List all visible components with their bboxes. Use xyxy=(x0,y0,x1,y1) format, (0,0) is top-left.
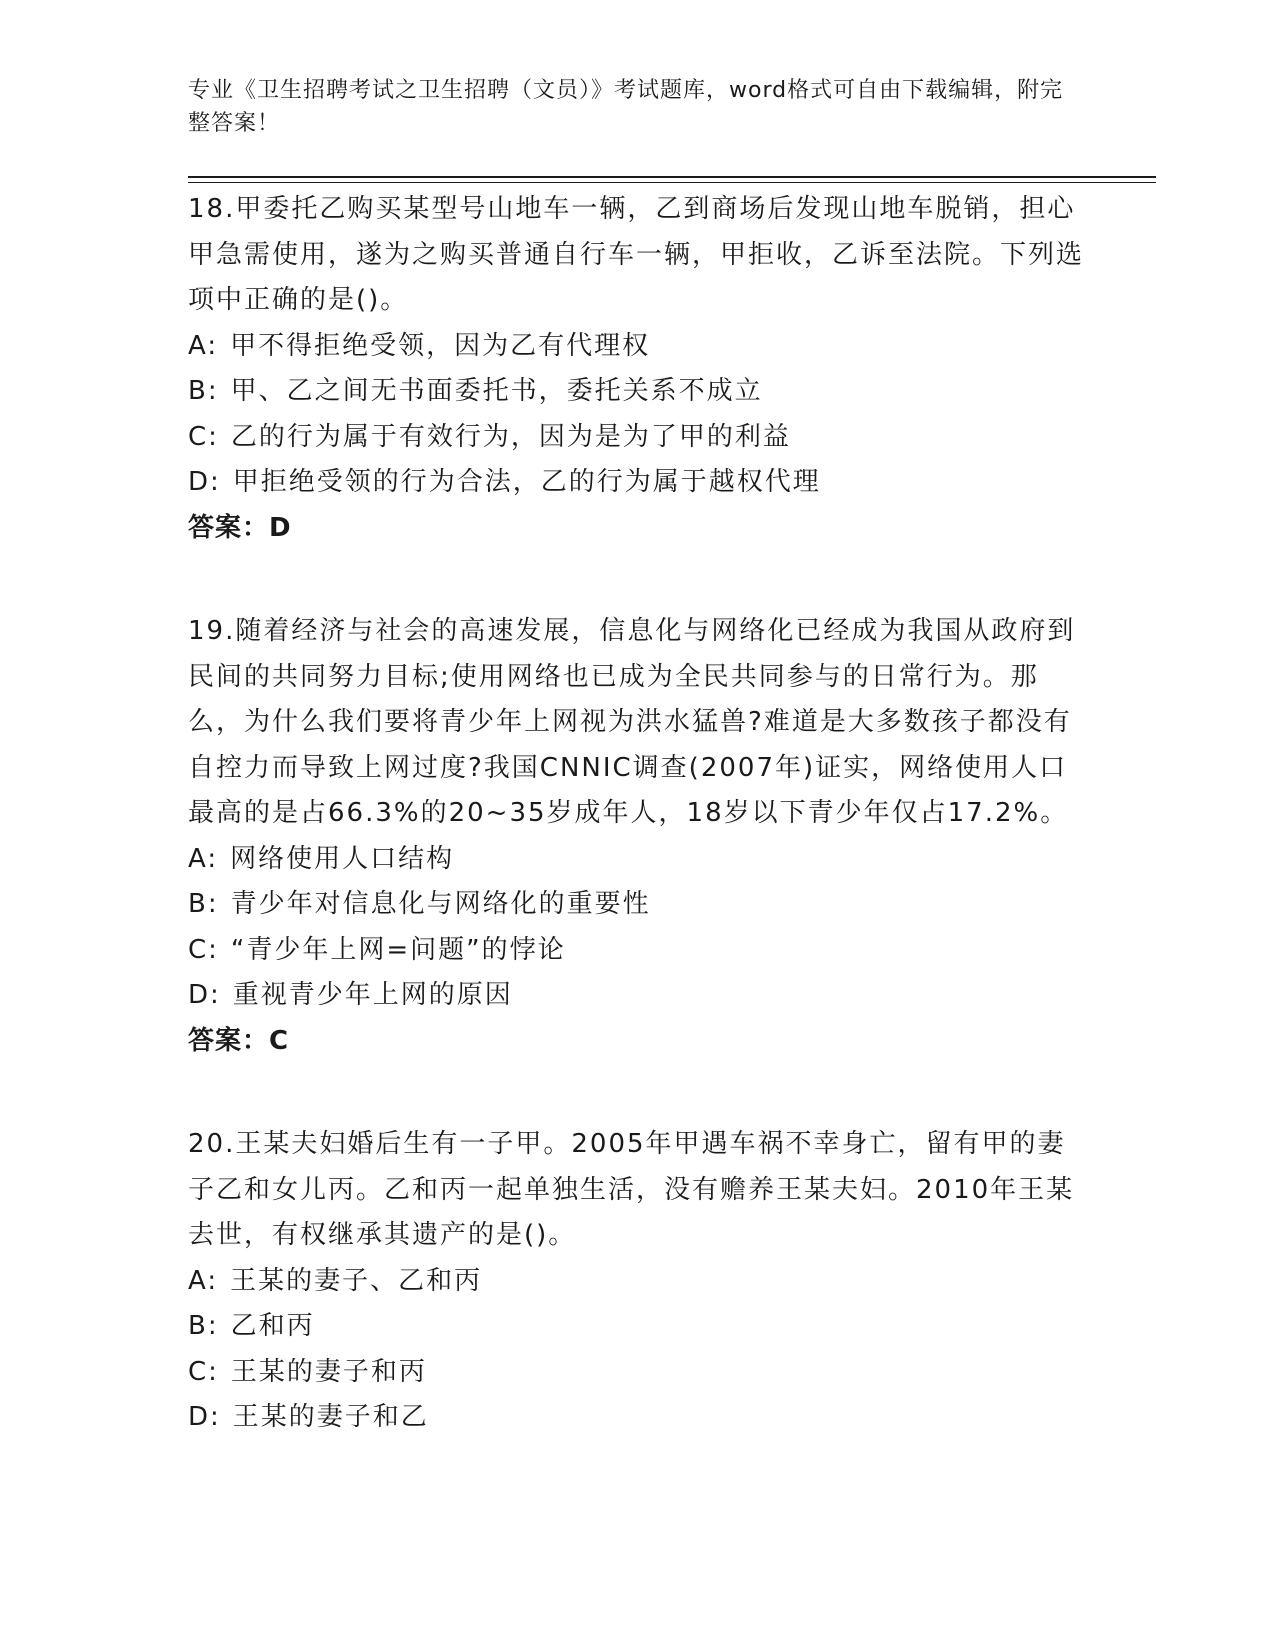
question-18 xyxy=(188,187,1088,551)
option-b xyxy=(188,369,1088,415)
question-20 xyxy=(188,1122,1088,1441)
option-text: 王某的妻子和丙 xyxy=(230,1356,427,1387)
question-list xyxy=(188,187,1088,1499)
option-key: C: xyxy=(188,1356,219,1387)
option-c xyxy=(188,415,1088,461)
option-key: C: xyxy=(188,934,219,965)
option-key: B: xyxy=(188,889,219,919)
question-19 xyxy=(188,609,1088,1064)
option-key: B: xyxy=(188,376,219,406)
question-text: 随着经济与社会的高速发展，信息化与网络化已经成为我国从政府到民间的共同努力目标;使用网络也已成为全民共同参与的日常行为。那么，为什么我们要将青少年上网视为洪水猛兽?难道是大多数孩子都没有自控力而导致上网过度?我国CNNIC调查(2007年)证实，网络使用人口最高的是占66.3%的20~35岁成年人，18岁以下青少年仅占17.2%。 xyxy=(188,616,1076,828)
option-text: 乙的行为属于有效行为，因为是为了甲的利益 xyxy=(230,421,791,452)
question-stem xyxy=(188,609,1088,837)
option-text: 王某的妻子、乙和丙 xyxy=(230,1265,483,1296)
header-rule-thin xyxy=(188,182,1156,183)
question-stem xyxy=(188,187,1088,324)
answer-label: 答案： xyxy=(188,1025,270,1056)
question-number: 19. xyxy=(188,616,236,646)
option-text: 甲不得拒绝受领，因为乙有代理权 xyxy=(230,330,651,361)
option-d xyxy=(188,460,1088,506)
option-text: 甲拒绝受领的行为合法，乙的行为属于越权代理 xyxy=(232,467,821,497)
option-b xyxy=(188,882,1088,928)
question-stem xyxy=(188,1122,1088,1259)
answer-value: C xyxy=(269,1025,290,1056)
option-b xyxy=(188,1304,1088,1350)
answer-line xyxy=(188,1019,1088,1065)
option-key: B: xyxy=(188,1311,219,1341)
option-a xyxy=(188,1259,1088,1305)
question-text: 甲委托乙购买某型号山地车一辆，乙到商场后发现山地车脱销，担心甲急需使用，遂为之购买普通自行车一辆，甲拒收，乙诉至法院。下列选项中正确的是()。 xyxy=(188,194,1085,315)
option-key: D: xyxy=(188,1402,221,1432)
option-c xyxy=(188,1350,1088,1396)
option-text: 网络使用人口结构 xyxy=(230,843,455,874)
option-a xyxy=(188,837,1088,883)
answer-line xyxy=(188,506,1088,552)
question-number: 20. xyxy=(188,1129,236,1159)
answer-value: D xyxy=(269,512,292,543)
option-key: A: xyxy=(188,330,219,361)
option-key: D: xyxy=(188,467,221,497)
option-a xyxy=(188,324,1088,370)
question-text: 王某夫妇婚后生有一子甲。2005年甲遇车祸不幸身亡，留有甲的妻子乙和女儿丙。乙和丙一起单独生活，没有赡养王某夫妇。2010年王某去世，有权继承其遗产的是()。 xyxy=(188,1129,1075,1250)
answer-label: 答案： xyxy=(188,512,270,543)
option-d xyxy=(188,973,1088,1019)
option-text: 重视青少年上网的原因 xyxy=(232,980,513,1010)
option-text: 乙和丙 xyxy=(230,1311,315,1341)
option-text: 青少年对信息化与网络化的重要性 xyxy=(230,889,651,919)
option-d xyxy=(188,1395,1088,1441)
option-text: 甲、乙之间无书面委托书，委托关系不成立 xyxy=(230,376,763,406)
option-text: “青少年上网=问题”的悖论 xyxy=(230,934,566,965)
option-key: A: xyxy=(188,843,219,874)
option-key: D: xyxy=(188,980,221,1010)
document-header: 专业《卫生招聘考试之卫生招聘（文员）》考试题库，word格式可自由下载编辑，附完整答案！ xyxy=(188,78,1064,136)
question-number: 18. xyxy=(188,194,236,224)
option-key: A: xyxy=(188,1265,219,1296)
option-key: C: xyxy=(188,421,219,452)
header-rule-thick xyxy=(188,176,1156,178)
option-c xyxy=(188,928,1088,974)
option-text: 王某的妻子和乙 xyxy=(232,1402,429,1432)
